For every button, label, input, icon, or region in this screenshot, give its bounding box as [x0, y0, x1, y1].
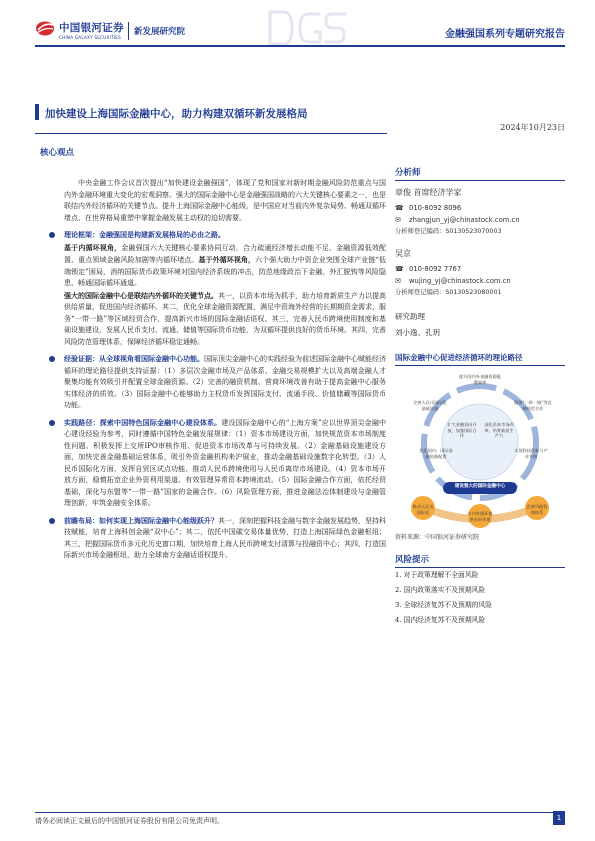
analyst-email[interactable] — [395, 275, 565, 287]
footer-rule — [35, 812, 565, 813]
analyst-card — [395, 187, 565, 238]
logo-english-name: CHINA GALAXY SECURITIES — [59, 35, 121, 40]
analyst-phone-value: 010-8092 8096 — [409, 204, 462, 212]
analyst-name: 章俊 首席经济学家 — [395, 188, 462, 197]
evidence-text: 国际顶尖金融中心的实践经验为前述国际金融中心赋能经济循环的理论路径提供支持证据：（1）多层次金融市场及产品体系、金融交易规模扩大以及高端金融人才聚集均能有效吸引并配置全球金融资源。（2）完善的融资机制、营商环境改善有助于提高金融中心服务实体经济的质效。（3）国际金融中心能够助力主权货币发挥国际支付、流通手段、价值储藏等国际货币功能。 — [64, 355, 386, 409]
diagram-label-bottom-right: 完善风险管理体系 — [526, 504, 548, 515]
main-content — [64, 178, 386, 567]
practice-text: 建设国际金融中心的“上海方案”应以世界顶尖金融中心建设经验为参考，同时遵循中国特色金融发展规律：（1）资本市场建设方面，加快规范资本市场制度性问题、积极发挥上交所IPO审核作用、促进资本市场改革与可持续发展。（2）金融基础设施建设方面，加快完善金融基础运营体系，吸引外资金融机构来沪展业，推动金融基础设施数字化转型。（3）人民币国际化方面，发挥自贸区试点功能、推动人民币跨境使用与人民币离岸市场建设。（4）资本市场开放方面，稳慎拓宽企业外资利用渠道、有效管理异常资本跨境流动。（5）国际金融合作方面，依托经贸基础，深化与东盟等“一带一路”国家的金融合作。（6）风险管理方面，推进金融法治体制建设与金融管理创新，牢筑金融安全体系。 — [64, 418, 386, 507]
risk-item: 4. 国内经济复苏不及预期风险 — [395, 616, 486, 624]
theory-diagram — [395, 370, 565, 530]
analyst-email-value[interactable]: wujing_yj@chinastock.com.cn — [409, 277, 511, 285]
header-rule — [35, 45, 565, 47]
page-number: 1 — [553, 811, 565, 825]
diagram-label-upper-right: 服务“一带一路”等区域经贸合作 — [514, 400, 552, 411]
risk-list — [395, 568, 565, 628]
analyst-email-value[interactable]: zhangjun_yj@chinastock.com.cn — [409, 216, 520, 224]
diagram-label-center: 建设强大的国际金融中心 — [454, 484, 506, 489]
diagram-title: 国际金融中心促进经济循环的理论路径 — [395, 352, 565, 366]
diagram-label-bottom-mid: 为内外循环提供良好环境 — [467, 511, 493, 522]
practice-heading: 实践路径：探索中国特色国际金融中心建设体系。 — [64, 417, 222, 427]
phone-icon: ☎ — [395, 265, 404, 273]
risk-header: 风险提示 — [395, 553, 565, 568]
bullet-icon — [49, 420, 55, 426]
outlook-heading: 前瞻布局：如何实现上海国际金融中心能级跃升？ — [64, 515, 218, 525]
practice-paragraph — [64, 417, 386, 510]
external-view-label: 基于外循环视角， — [198, 255, 256, 264]
diagram-label-low-left: 优化国内、国际金融资源配置 — [419, 448, 453, 459]
report-title: 加快建设上海国际金融中心，助力构建双循环新发展格局 — [45, 108, 308, 120]
theory-heading: 理论框架：金融强国是构建新发展格局的必由之路。 — [64, 230, 225, 239]
risk-item: 3. 全球经济复苏不及预期的风险 — [395, 601, 493, 609]
institute-name: 新发展研究院 — [134, 27, 186, 37]
galaxy-logo-icon — [35, 20, 55, 37]
internal-view-text: 金融强国六大关键核心要素协同互动，合力疏通经济增长动能不足、金融资源低效配置、重点领域金融风险加剧等内循环堵点。 — [64, 243, 387, 264]
diagram-label-upper-left: 完善人民币国际化基础设施 — [413, 400, 447, 411]
evidence-heading: 经验证据：从全球视角看国际金融中心功能。 — [64, 354, 204, 363]
header-divider — [128, 22, 129, 40]
report-series-title: 金融强国系列专题研究报告 — [445, 29, 565, 40]
risk-item: 2. 国内政策落实不及预期风险 — [395, 586, 486, 594]
hub-node-text: 其一，以资本市场为抓手，助力培育新质生产力以提高供给质量，促进国内经济循环。其二，优化全球金融资源配置，满足中资海外经营的长期期资金需求，服务“一带一路”等区域经贸合作，提高新兴市场的国际金融话语权。其三，完善人民币跨境使用制度和基础设施建设，发展人民币支付、流通、储值等国际货币功能，为双循环提供良好的货币环境。其四，完善风险防范管理体系，保障经济循环稳定通畅。 — [64, 291, 386, 346]
watermark-logo-icon — [262, 4, 352, 74]
title-rule — [35, 133, 387, 134]
outlook-text: 其一，深刻把握科技金融与数字金融发展趋势，坚持科技赋能，培育上海科创金融“双中心”；其二，依托中国碳交易体量优势，打造上海国际绿色金融枢纽；其三，把握国际货币多元化历史窗口期，加快培育上海人民币跨境支付清算与投融资中心；其四，打造国际新兴市场金融枢纽，助力全球南方金融话语权提升。 — [64, 516, 386, 559]
bullet-icon — [49, 232, 55, 238]
mail-icon: ✉ — [395, 216, 401, 224]
risk-item: 1. 对于政策理解不全面风险 — [395, 571, 479, 579]
page-header — [0, 0, 595, 52]
outlook-paragraph — [64, 515, 386, 562]
analyst-header: 分析师 — [395, 166, 565, 181]
footer-disclaimer: 请务必阅读正文最后的中国银河证券股份有限公司免责声明。 — [35, 817, 224, 825]
bullet-icon — [49, 518, 55, 524]
report-date: 2024年10月23日 — [500, 123, 565, 132]
title-accent-bar — [35, 104, 39, 120]
diagram-label-low-right: 实现科技创新与产业升级 — [514, 448, 548, 459]
assistant-names: 刘小逸、孔玥 — [395, 328, 440, 337]
section-title: 核心观点 — [40, 148, 75, 158]
intro-paragraph: 中央金融工作会议首次提出“加快建设金融强国”，体现了党和国家对新时期金融风险防范重点与国内外金融环境重大变化的宏观洞察。强大的国际金融中心是金融强国战略的六大关键核心要素之一，也是联结内外经济循环的关键节点。提升上海国际金融中心能级，是中国应对当前内外复杂局势、畅通双循环堵点、在世界格局重塑中掌握金融发展主动权的迫切需要。 — [64, 179, 386, 222]
analyst-email[interactable] — [395, 214, 565, 226]
diagram-label-top: 提升国内外金融资源配置效率 — [459, 374, 501, 385]
diagram-label-bottom-left: 推动人民币国际化 — [412, 504, 434, 515]
diagram-label-mid-left: 扩大金融双向开放，加强国际合作 — [447, 422, 477, 438]
mail-icon: ✉ — [395, 277, 401, 285]
hub-node-label: 强大的国际金融中心是联结内外循环的关键节点。 — [64, 290, 218, 300]
analyst-name: 吴京 — [395, 249, 411, 258]
analyst-card — [395, 248, 565, 299]
logo-chinese-name: 中国银河证券 — [59, 22, 124, 34]
theory-paragraph — [64, 229, 386, 348]
analyst-reg-code: 分析师登记编码：S0130523070003 — [395, 228, 502, 235]
analyst-phone — [395, 263, 565, 275]
bullet-icon — [49, 356, 55, 362]
analyst-phone — [395, 202, 565, 214]
diagram-label-mid-right: 深化资本市场改革，培育新质生产力 — [484, 422, 514, 438]
evidence-paragraph — [64, 353, 386, 412]
analyst-reg-code: 分析师登记编码：S0130523080001 — [395, 289, 502, 296]
phone-icon: ☎ — [395, 204, 404, 212]
sidebar — [395, 166, 565, 628]
internal-view-label: 基于内循环视角， — [64, 242, 122, 252]
assistant-header: 研究助理 — [395, 312, 425, 321]
diagram-source: 资料来源：中国银河证券研究院 — [395, 534, 480, 541]
external-view-text: 六个强大助力中资企业突围全球产业链“低端锁定”困局，消纳国际货币政策环境对国内经济系统的冲击，防范地缘政治下金融、外汇脱钩等风险隐患，畅通国际循环通道。 — [64, 256, 387, 287]
analyst-phone-value: 010-8092 7767 — [409, 265, 462, 273]
